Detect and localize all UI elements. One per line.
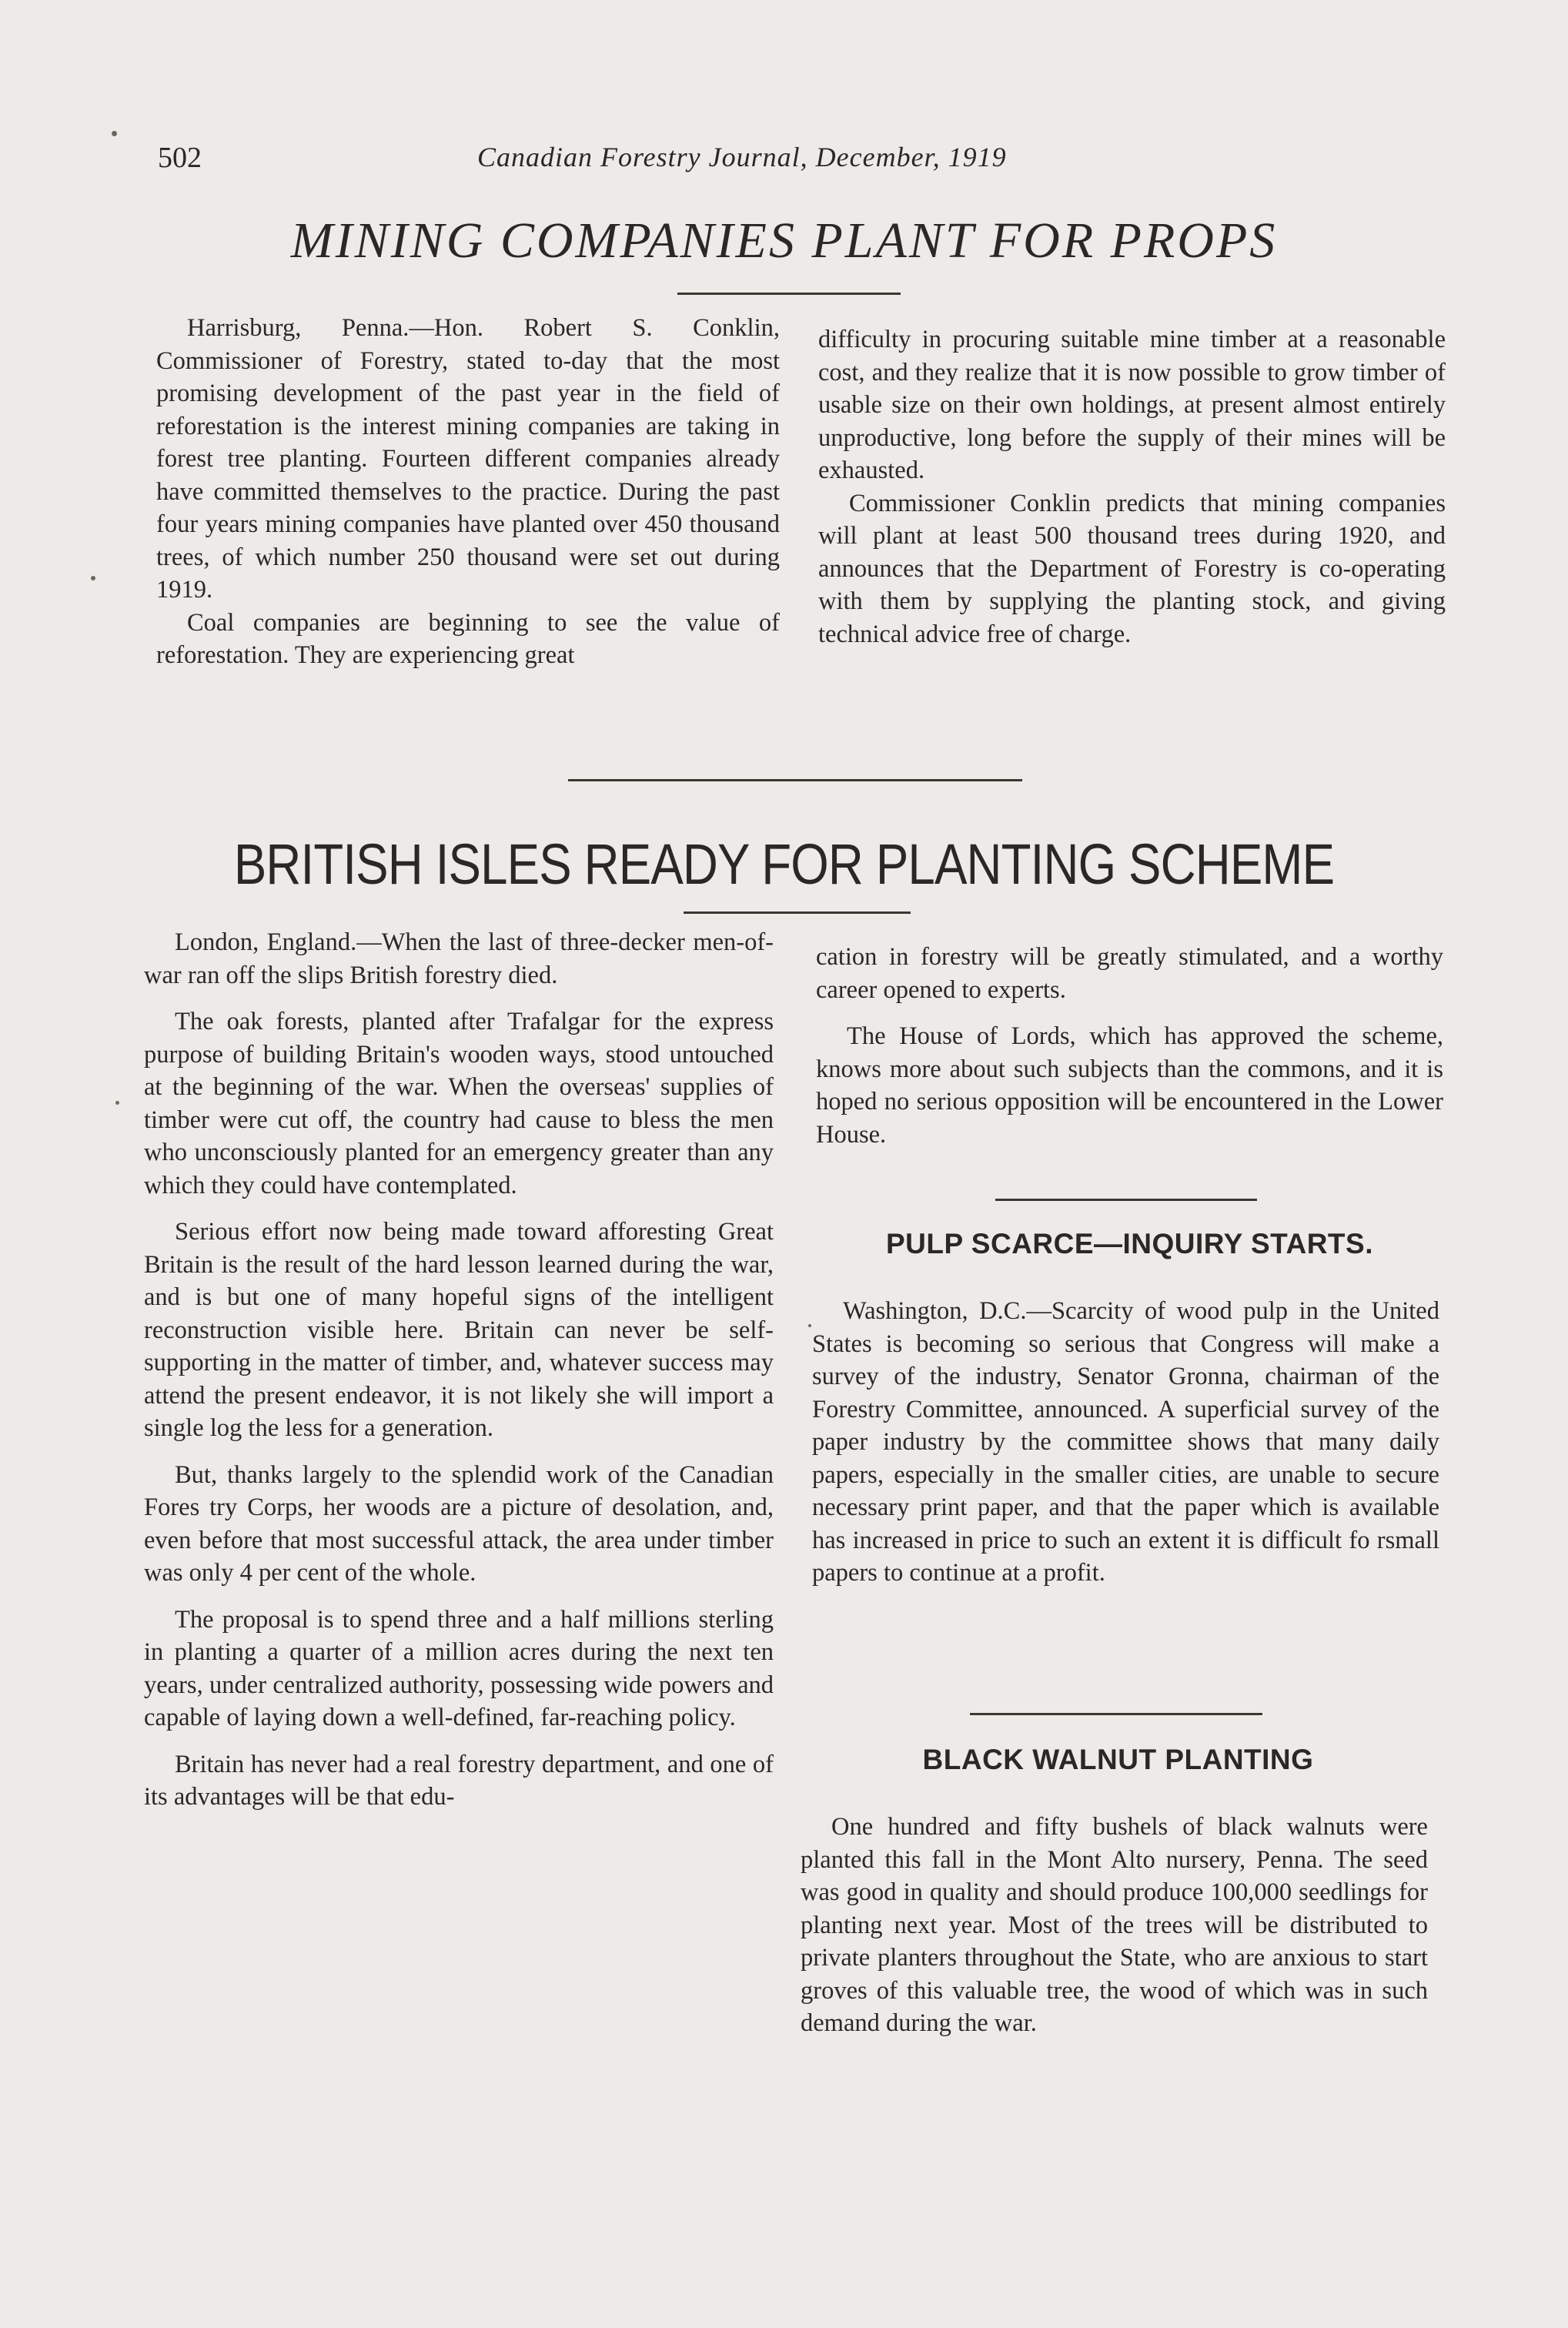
- british-article-col1: [144, 926, 774, 1814]
- paper-speck: [115, 1101, 119, 1105]
- paragraph: Serious effort now being made toward afforesting Great Britain is the result of the hard lesson learned during the war, and is but one of many hopeful signs of the intelligent reconstruction visible here. Britain can never be self-supporting in the matter of timber, and, whatever success may attend the present endeavor, it is not likely she will import a single log the less for a generation.: [144, 1218, 774, 1442]
- paragraph: But, thanks largely to the splendid work of the Canadian Fores try Corps, her woods are a picture of desolation, and, even before that most successful attack, the area under timber was only 4 per cent of the whole.: [144, 1460, 774, 1587]
- running-head: [0, 141, 1568, 195]
- paper-speck: [112, 131, 117, 136]
- mining-article-col1: [156, 312, 780, 672]
- title-underline: [677, 293, 901, 295]
- section-divider: [970, 1713, 1262, 1715]
- pulp-article-title: PULP SCARCE—INQUIRY STARTS.: [886, 1228, 1373, 1259]
- british-article-col2: [816, 941, 1443, 1151]
- british-article-title: BRITISH ISLES READY FOR PLANTING SCHEME: [233, 832, 1335, 896]
- paragraph: One hundred and fifty bushels of black walnuts were planted this fall in the Mont Alto nursery, Penna. The seed was good in quality and should produce 100,000 seedlings for planting next year. Most of the trees will be distributed to private planters throughout the State, who are anxious to start groves of this valuable tree, the wood of which was in such demand during the war.: [801, 1813, 1428, 2037]
- paper-speck: [91, 576, 95, 580]
- title-underline: [684, 911, 911, 914]
- paragraph: The House of Lords, which has approved the scheme, knows more about such subjects than the commons, and it is hoped no serious opposition will be encountered in the Lower House.: [816, 1022, 1443, 1149]
- paragraph: Harrisburg, Penna.—Hon. Robert S. Conklin, Commissioner of Forestry, stated to-day that the most promising development of the past year in the field of reforestation is the interest mining companies are taking in forest tree planting. Fourteen different companies already have committed themselves to the practice. During the past four years mining companies have planted over 450 thousand trees, of which number 250 thousand were set out during 1919.: [156, 314, 780, 604]
- walnut-article-title: BLACK WALNUT PLANTING: [922, 1744, 1314, 1775]
- paragraph: London, England.—When the last of three-decker men-of-war ran off the slips British forestry died.: [144, 928, 774, 989]
- section-divider: [568, 779, 1022, 781]
- page-number: 502: [158, 142, 202, 174]
- paragraph: Commissioner Conklin predicts that mining companies will plant at least 500 thousand trees during 1920, and announces that the Department of Forestry is co-operating with them by supplying the planting stock, and giving technical advice free of charge.: [818, 489, 1446, 648]
- paragraph: cation in forestry will be greatly stimulated, and a worthy career opened to experts.: [816, 943, 1443, 1004]
- paragraph: Washington, D.C.—Scarcity of wood pulp in the United States is becoming so serious that Congress will make a survey of the industry, Senator Gronna, chairman of the Forestry Committee, announced. A superficial survey of the paper industry by the committee shows that many daily papers, especially in the smaller cities, are unable to secure necessary print paper, and that the paper which is available has increased in price to such an extent it is difficult fo rsmall papers to continue at a profit.: [812, 1297, 1439, 1587]
- paragraph: Britain has never had a real forestry department, and one of its advantages will be that edu-: [144, 1750, 774, 1811]
- pulp-article-body: [812, 1295, 1439, 1590]
- paper-speck: [808, 1324, 811, 1327]
- paragraph: The oak forests, planted after Trafalgar for the express purpose of building Britain's wooden ways, stood untouched at the beginning of the war. When the overseas' supplies of timber were cut off, the country had cause to bless the men who unconsciously planted for an emergency greater than any which they could have contemplated.: [144, 1008, 774, 1199]
- paragraph: The proposal is to spend three and a half millions sterling in planting a quarter of a million acres during the next ten years, under centralized authority, possessing wide powers and capable of laying down a well-defined, far-reaching policy.: [144, 1605, 774, 1731]
- mining-article-title: MINING COMPANIES PLANT FOR PROPS: [290, 212, 1278, 269]
- mining-article-col2: [818, 323, 1446, 651]
- walnut-article-body: [801, 1811, 1428, 2040]
- paragraph: Coal companies are beginning to see the value of reforestation. They are experiencing great: [156, 608, 780, 669]
- section-divider: [995, 1199, 1257, 1201]
- paragraph: difficulty in procuring suitable mine timber at a reasonable cost, and they realize that it is now possible to grow timber of usable size on their own holdings, at present almost entirely unproductive, long before the supply of their mines will be exhausted.: [818, 326, 1446, 484]
- journal-title: Canadian Forestry Journal, December, 1919: [477, 142, 1007, 172]
